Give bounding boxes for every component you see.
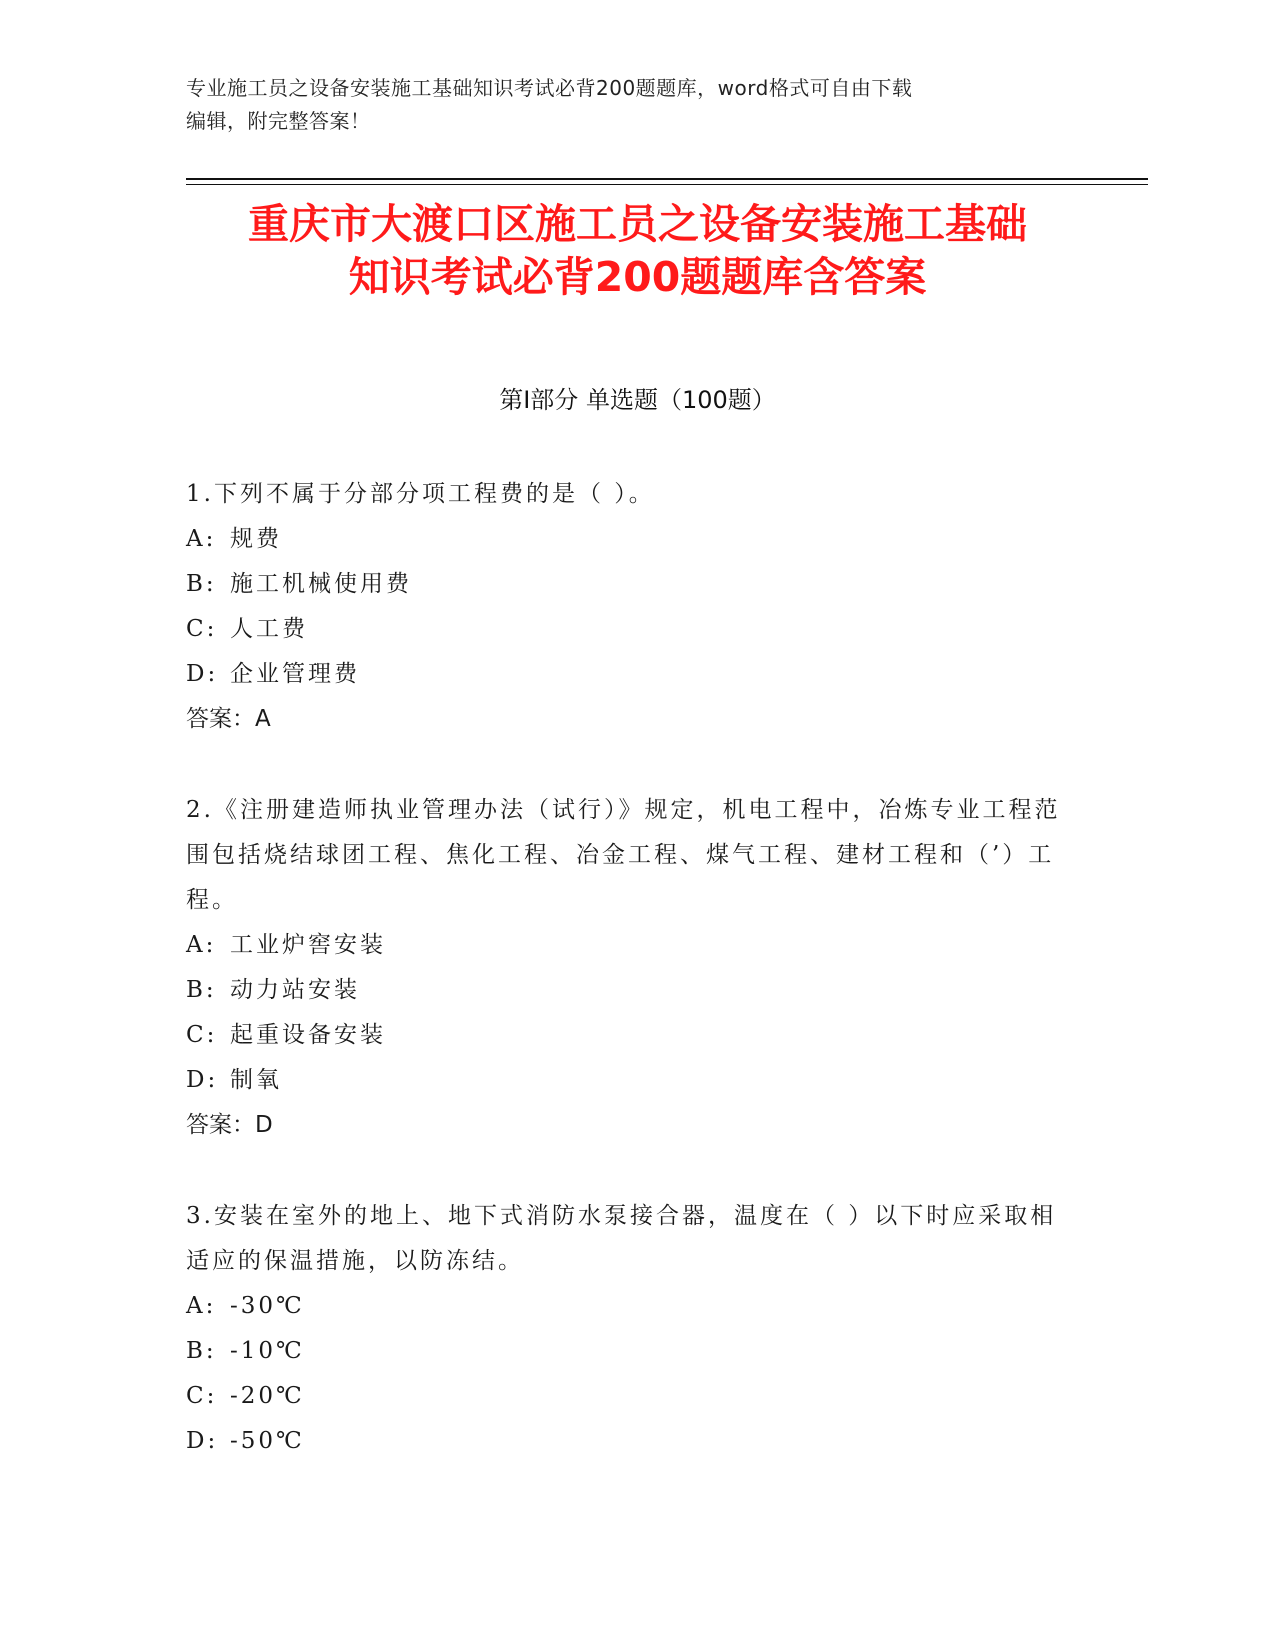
option-a [186, 517, 1071, 562]
option-text: -20℃ [230, 1383, 305, 1409]
question-list [186, 472, 1071, 1510]
option-text: 施工机械使用费 [230, 571, 412, 597]
header-note [186, 72, 1066, 138]
option-key: C: [186, 1022, 218, 1048]
option-key: D: [186, 661, 219, 687]
option-d [186, 1058, 1071, 1103]
option-key: B: [186, 1338, 217, 1364]
option-key: C: [186, 616, 218, 642]
question-stem: 2.《注册建造师执业管理办法（试行）》规定，机电工程中，冶炼专业工程范围包括烧结球团工程、焦化工程、冶金工程、煤气工程、建材工程和（’）工程。 [186, 797, 1061, 913]
option-a [186, 923, 1071, 968]
option-key: B: [186, 977, 217, 1003]
question-1 [186, 472, 1071, 742]
option-key: D: [186, 1428, 219, 1454]
header-note-line-1: 专业施工员之设备安装施工基础知识考试必背200题题库，word格式可自由下载 [186, 76, 913, 100]
option-key: A: [186, 932, 217, 958]
option-text: -30℃ [230, 1293, 305, 1319]
answer-line: 答案：A [186, 706, 271, 732]
document-title-line-1: 重庆市大渡口区施工员之设备安装施工基础 [248, 200, 1027, 248]
option-text: 企业管理费 [230, 661, 360, 687]
option-b [186, 1329, 1071, 1374]
document-title [160, 198, 1115, 304]
section-title: 第I部分 单选题（100题） [499, 386, 776, 414]
header-note-line-2: 编辑，附完整答案！ [186, 109, 371, 133]
document-title-line-2: 知识考试必背200题题库含答案 [348, 253, 927, 301]
option-c [186, 607, 1071, 652]
header-divider-thin [186, 184, 1148, 185]
option-a [186, 1284, 1071, 1329]
option-key: C: [186, 1383, 218, 1409]
option-text: -10℃ [230, 1338, 305, 1364]
option-key: D: [186, 1067, 219, 1093]
header-divider-thick [186, 178, 1148, 180]
option-text: 人工费 [230, 616, 308, 642]
option-text: 起重设备安装 [230, 1022, 386, 1048]
option-d [186, 652, 1071, 697]
question-2 [186, 788, 1071, 1148]
question-stem: 1.下列不属于分部分项工程费的是（ ）。 [186, 481, 655, 507]
option-c [186, 1013, 1071, 1058]
option-key: A: [186, 526, 217, 552]
answer-line: 答案：D [186, 1112, 273, 1138]
option-key: B: [186, 571, 217, 597]
option-text: -50℃ [230, 1428, 305, 1454]
option-b [186, 562, 1071, 607]
question-stem: 3.安装在室外的地上、地下式消防水泵接合器，温度在（ ）以下时应采取相适应的保温措施，以防冻结。 [186, 1203, 1057, 1274]
option-text: 制氧 [230, 1067, 282, 1093]
question-3 [186, 1194, 1071, 1464]
option-c [186, 1374, 1071, 1419]
option-text: 工业炉窖安装 [230, 932, 386, 958]
option-text: 动力站安装 [230, 977, 360, 1003]
option-b [186, 968, 1071, 1013]
option-d [186, 1419, 1071, 1464]
option-key: A: [186, 1293, 217, 1319]
option-text: 规费 [230, 526, 282, 552]
